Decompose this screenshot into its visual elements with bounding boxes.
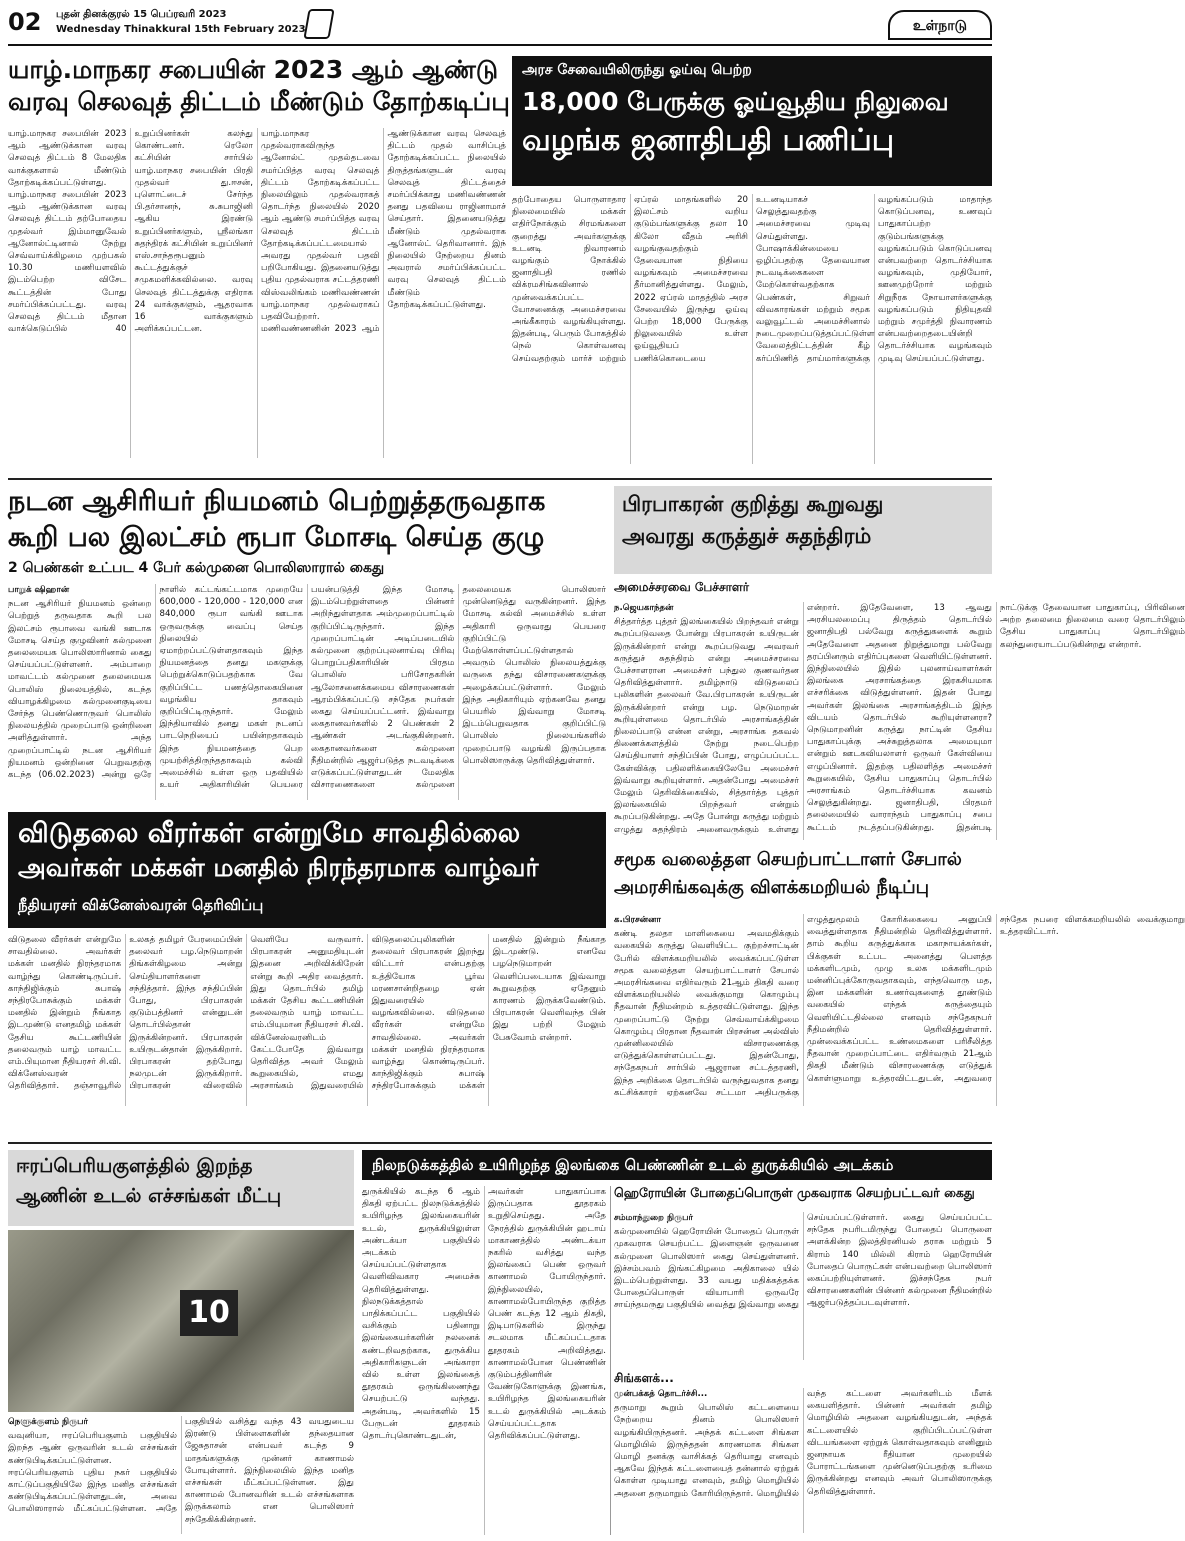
article-dance-teacher-fraud	[8, 486, 606, 806]
article-body	[8, 584, 606, 800]
article-prabhakaran-comment	[614, 486, 1185, 842]
article-remains-found	[8, 1150, 354, 1535]
byline: க.பிரசன்னா	[614, 915, 661, 925]
continued-label: முன்பக்கத் தொடர்ச்சி...	[614, 1389, 708, 1399]
photo-badge-number: 10	[188, 1295, 230, 1330]
article-liberation-heroes	[8, 812, 606, 1108]
news-photo	[8, 1230, 354, 1412]
headline-line-2: அவரது கருத்துச் சுதந்திரம்	[622, 524, 872, 548]
article-text: தருமாறு கூறும் பொலிஸ் கட்டளையை நேற்றைய தினம் பொலிஸார் வழங்கியிருந்தனர். அந்தக் கட்டளை சிங்கள மொழியில் இருந்ததன் காரணமாக சிங்கள மொழி தனக்கு வாசிக்கத் தெரியாது எனவும் ஆகவே இந்தக் கட்டளையைத் தன்னால் ஏற்றுக் கொள்ள முடியாது எனவும், தமிழ் மொழியில் அதனை தருமாறும் கோரியிருந்தார். மொழியில் வந்த கட்டளை அவர்களிடம் மீளக் கையளித்தார். பின்னர் அவர்கள் தமிழ் மொழியில் அதனை வழங்கியதுடன், அந்தக் கட்டளையில் குறிப்பிடப்பட்டுள்ள விடயங்களை ஏற்றுக் கொள்வதாகவும் எனினும் ஜனநாயக ரீதியான முறையில் போராட்டங்களை முன்னெடுப்பதற்கு உரிமை இருக்கின்றது எனவும் அவர் பொலிஸாருக்கு தெரிவித்துள்ளார்.	[614, 1389, 992, 1499]
article-sepala-remand	[614, 849, 1185, 1108]
section-label: உள்நாடு	[912, 18, 968, 34]
headline-line-1: நடன ஆசிரியர் நியமனம் பெற்றுத்தருவதாக	[8, 486, 546, 517]
column-divider	[610, 1186, 611, 1535]
article-heroin-arrest	[614, 1186, 992, 1366]
article-jaffna-budget	[8, 55, 510, 471]
article-body	[614, 1388, 992, 1533]
article-text: கல்முனையில் ஹெரோயின் போதைப் பொருள் முகவராக செயற்பட்ட இளைஞன் ஒருவனை கல்முனை பொலிஸார் கைது செய்துள்ளனர். இச்சம்பவம் இங்கட்கிழமை அதிகாலை யில் இடம்பெற்றுள்ளது. 33 வயது மதிக்கத்தக்க போதைப்பொருள் வியாபாரி ஒருவரே சாய்ந்தமருது பகுதியில் வைத்து இவ்வாறு கைது செய்யப்பட்டுள்ளார். கைது செய்யப்பட்ட சந்தேக நபரிடமிருந்து போதைப் பொருளை அளக்கின்ற இலத்திரனியல் தராசு மற்றும் 5 கிராம் 140 மில்லி கிராம் ஹெரோயின் போதைப் பொருட்கள் என்பவற்றை பொலிஸார் கைப்பற்றியுள்ளனர். இச்சந்தேக நபர் விசாரணைகளின் பின்னர் கல்முனை நீதிமன்றில் ஆஜர்படுத்தப்படவுள்ளார்.	[614, 1213, 992, 1311]
headline-line-1: 18,000 பேருக்கு ஓய்வூதிய நிலுவை	[522, 87, 949, 116]
byline: சம்மாந்துறை நிருபர்	[614, 1213, 693, 1223]
article-text: சித்தார்த்த புத்தர் இலங்கையில் பிறந்தவர் என்று கூறப்படுவதை போன்று பிரபாகரன் உயிருடன் இருக்கின்றார் என்று கூறப்படுவது அவரவர் கருத்துச் சுதந்திரம் என்று அமைச்சரவை பேச்சாளரான அமைச்சர் பந்துல குணவர்தன தெரிவித்துள்ளார். தமிழ்நாடு விடுதலைப் புலிகளின் தலைவர் வே.பிரபாகரன் உயிருடன் இருக்கின்றார் என்று பழ. நெடுமாறன் கூறியுள்ளமை தொடர்பில் அரசாங்கத்தின் நிலைப்பாடு என்ன என்று, அரசாங்க தகவல் திணைக்களத்தில் நேற்று நடைபெற்ற செய்தியாளர் சந்திப்பின் போது, எழுப்பப்பட்ட கேள்விக்கு பதிலளிக்கையிலேயே அமைச்சர் இவ்வாறு கூறியுள்ளார். அதன்போது அமைச்சர் மேலும் தெரிவிக்கையில், சித்தார்த்த புத்தர் இலங்கையில் பிறந்தவர் என்றும் கூறப்படுகின்றது. அதே போன்று கருத்து மற்றும் எழுத்து சுதந்திரம் அனைவருக்கும் உள்ளது என்றார். இதேவேளை, 13 ஆவது அரசியலமைப்பு திருத்தம் தொடர்பில் ஜனாதிபதி பல்வேறு கருத்துகளைக் கூறும் அதேவேளை அதனை நிறுத்துமாறு பல்வேறு தரப்பினரும் எதிர்ப்புகளை வெளியிட்டுள்ளனர். இந்நிலையில் இதில் புலனாய்வாளர்கள் இலங்கை அரசாங்கத்தை இரகசியமாக எச்சரிக்கை விடுத்துள்ளனர். இதன் போது அவர்கள் இலங்கை அரசாங்கத்திடம் இந்த விடயம் தொடர்பில் கூறியுள்ளனரா? நெடுமாறனின் கருத்து நாட்டின் தேசிய பாதுகாப்புக்கு அச்சுறுத்தலாக அமையுமா என்றும் ஊடகவியலாளர் ஒருவர் கேள்வியை எழுப்பினார். இதற்கு பதிலளித்த அமைச்சர் கூறுகையில், தேசிய பாதுகாப்பு தொடர்பில் அரசாங்கம் தொடர்ச்சியாக கவனம் செலுத்துகின்றது. ஜனாதிபதி, பிரதமர் தலைமையில் வாராந்தம் பாதுகாப்பு சபை கூட்டம் நடத்தப்படுகின்றது. இதன்படி நாட்டுக்கு தேவையான பாதுகாப்பு, பிரிவினை அற்ற தலைமை நிலைமை வரை தொடர்பிலும் தேசிய பாதுகாப்பு தொடர்பிலும் கலந்துரையாடப்படுகின்றது என்றார்.	[614, 603, 1185, 835]
article-turkey-burial	[362, 1150, 992, 1180]
article-body	[8, 1416, 354, 1534]
subheadline: 2 பெண்கள் உட்பட 4 பேர் கல்முனை பொலிஸாரால் கைது	[8, 560, 385, 576]
divider	[8, 1142, 992, 1144]
headline-box	[512, 56, 992, 186]
article-body	[614, 1212, 992, 1360]
photo-badge	[180, 1290, 238, 1336]
article-body	[614, 602, 1185, 840]
headline: நிலநடுக்கத்தில் உயிரிழந்த இலங்கை பெண்ணின் உடல் துருக்கியில் அடக்கம்	[372, 1156, 894, 1174]
headline-line-2: ஆணின் உடல் எச்சங்கள் மீட்பு	[16, 1185, 282, 1207]
article-sinhala-continued	[614, 1372, 992, 1535]
article-text: வவுனியா, ஈரப்பெரியகுளம் பகுதியில் இறந்த ஆண் ஒருவரின் உடல் எச்சங்கள் கண்டுபிடிக்கப்பட்டுள்ளன. ஈரப்பெரியகுளம் புதிய நகர் பகுதியில் காட்டுப்பகுதியிலே இந்த மனித எச்சங்கள் கண்டுபிடிக்கப்பட்டுள்ளதுடன், அவை பொலிஸாரால் மீட்கப்பட்டுள்ளன. அதே பகுதியில் வசித்து வந்த 43 வயதுடைய இரண்டு பிள்ளைகளின் தந்தையான ஜேசுதாசன் என்பவர் கடந்த 9 மாதங்களுக்கு முன்னர் காணாமல் போயுள்ளார். இந்நிலையில் இந்த மனித எச்சங்கள் மீட்கப்பட்டுள்ளன. இது காணாமல் போனவரின் உடல் எச்சங்களாக இருக்கலாம் என பொலிஸார் சந்தேகிக்கின்றனர்.	[8, 1417, 354, 1525]
headline-box	[8, 1150, 354, 1226]
article-body	[614, 914, 1185, 1106]
headline-line-2: கூறி பல இலட்சம் ரூபா மோசடி செய்த குழு	[8, 522, 545, 553]
subheadline: நீதியரசர் விக்னேஸ்வரன் தெரிவிப்பு	[18, 896, 264, 914]
article-body: தற்போதைய பொருளாதார நிலைமையில் மக்கள் எதிர்நோக்கும் சிரமங்களை குறைத்து அவர்களுக்கு உடனடி நிவாரணம் வழங்கும் நோக்கில் ஜனாதிபதி ரணில் விக்ரமசிங்கவினால் முன்வைக்கப்பட்ட யோசனைக்கு அமைச்சரவை அங்கீகாரம் வழங்கியுள்ளது. இதன்படி, பெரும் போகத்தில் நெல் கொள்வனவு செய்வதற்கும் மார்ச் மற்றும் ஏப்ரல் மாதங்களில் 20 இலட்சம் வறிய குடும்பங்களுக்கு தலா 10 கிலோ வீதம் அரிசி வழங்குவதற்கும் தேவையான நிதியை வழங்கவும் அமைச்சரவை தீர்மானித்துள்ளது. மேலும், 2022 ஏப்ரல் மாதத்தில் அரச சேவையில் இருந்து ஓய்வு பெற்ற 18,000 பேருக்கு நிலுவையில் உள்ள ஓய்வூதியப் பணிக்கொடையை உடனடியாகச் செலுத்துவதற்கு அமைச்சரவை முடிவு செய்துள்ளது. போஷாக்கின்மையை ஒழிப்பதற்கு தேவையான நடவடிக்கைகளை மேற்கொள்வதற்காக பெண்கள், சிறுவர் விவகாரங்கள் மற்றும் சமூக வலுவூட்டல் அமைச்சினால் நடைமுறைப்படுத்தப்பட்டுள்ள வேலைத்திட்டத்தின் கீழ் கர்ப்பிணித் தாய்மார்களுக்கு வழங்கப்படும் மாதாந்த கொடுப்பனவு, உணவுப் பாதுகாப்பற்ற குடும்பங்களுக்கு வழங்கப்படும் கொடுப்பனவு என்பவற்றை தொடர்ச்சியாக வழங்கவும், முதியோர், ஊனமுற்றோர் மற்றும் சிறுநீரக நோயாளர்களுக்கு வழங்கப்படும் நிதியுதவி மற்றும் சமுர்த்தி நிவாரணம் என்பவற்றைதடையின்றி தொடர்ச்சியாக வழங்கவும் முடிவு செய்யப்பட்டுள்ளது.	[512, 195, 992, 364]
headline-line-2: வழங்க ஜனாதிபதி பணிப்பு	[522, 123, 895, 158]
headline-box	[8, 812, 606, 928]
tamil-date: புதன் தினக்குரல் 15 பெப்ரவரி 2023	[56, 9, 227, 20]
article-body: விடுதலை வீரர்கள் என்றுமே சாவதில்லை. அவர்கள் மக்கள் மனதில் நிரந்தரமாக வாழ்ந்து கொண்டிருப்பர். காந்திஜிக்கும் சுபாஷ் சந்திரபோசுக்கும் மக்கள் மனதில் இன்றும் நீங்காத இடமுண்டு எனதமிழ் மக்கள் தேசிய கூட்டணியின் தலைவரும் யாழ் மாவட்ட எம்.பியுமான நீதியரசர் சி.வி. விக்னேஸ்வரன் தெரிவித்தார். தஞ்சாவூரில் உலகத் தமிழர் பேரமைப்பின் தலைவர் பழ.நெடுமாறன் திங்கள்கிழமை அன்று செய்தியாளர்களை சந்தித்தார். இந்த சந்திப்பின் போது, பிரபாகரன் குடும்பத்தினர் என்னுடன் தொடர்பில்தான் இருக்கின்றனர். பிரபாகரன் உயிருடன்தான் இருக்கிறார். பிரபாகரன் தற்போது நலமுடன் இருக்கிறார். பிரபாகரன் விரைவில் வெளியே வருவார். பிரபாகரன் அனுமதியுடன் இதனை அறிவிக்கிறேன் என்று கூறி அதிர வைத்தார். இது தொடர்பில் தமிழ் மக்கள் தேசிய கூட்டணியின் தலைவரும் யாழ் மாவட்ட எம்.பியுமான நீதியரசர் சி.வி. விக்னேஸ்வரனிடம் கேட்டபோதே இவ்வாறு தெரிவித்த அவர் மேலும் கூறுகையில், எமது அரசாங்கம் இதுவரையில் விடுதலைப்புலிகளின் தலைவர் பிரபாகரன் இறந்து விட்டார் என்பதற்கு உத்தியோக பூர்வ மரணசான்றிதழை ஏன் இதுவரையில் வழங்கவில்லை. விடுதலை வீரர்கள் என்றுமே சாவதில்லை. அவர்கள் மக்கள் மனதில் நிரந்தரமாக வாழ்ந்து கொண்டிருப்பர். காந்திஜிக்கும் சுபாஷ் சந்திரபோசுக்கும் மக்கள் மனதில் இன்றும் நீங்காத இடமுண்டு. எனவே பழநெடுமாறன் வெளிப்படையாக இவ்வாறு கூறுவதற்கு ஏதேனும் காரணம் இருக்கவேண்டும். பிரபாகரன் வெளிவந்த பின் இது பற்றி மேலும் பேசுவோம் என்றார்.	[8, 935, 606, 1092]
article-body-turkey: துருக்கியில் கடந்த 6 ஆம் திகதி ஏற்பட்ட நிலநடுக்கத்தில் உயிரிழந்த இலங்கையரின் உடல், துருக்கியிலுள்ள அண்டக்யா பகுதியில் அடக்கம் செய்யப்பட்டுள்ளதாக வெளிவிவகார அமைச்சு தெரிவித்துள்ளது. நிலநடுக்கத்தால் பாதிக்கப்பட்ட பகுதியில் வசிக்கும் பதினாறு இலங்கையர்களின் நலனைக் கண்டறிவதற்காக, துருக்கிய அதிகாரிகளுடன் அங்காரா வில் உள்ள இலங்கைத் தூதரகம் ஒருங்கிணைந்து செயற்பட்டு வந்தது. அதன்படி, அவர்களில் 15 பேருடன் தூதரகம் தொடர்புகொண்டதுடன், அவர்கள் பாதுகாப்பாக இருப்பதாக தூதரகம் உறுதிசெய்தது. அதே நேரத்தில் துருக்கியின் ஹடாய் மாகாணத்தில் அண்டக்யா நகரில் வசித்து வந்த இலங்கைப் பெண் ஒருவர் காணாமல் போயிருந்தார். இந்நிலையில், காணாமல்போயிருந்த குறித்த பெண் கடந்த 12 ஆம் திகதி, இடிபாடுகளில் இருந்து சடலமாக மீட்கப்பட்டதாக தூதரகம் அறிவித்தது. காணாமல்போன பெண்ணின் குடும்பத்தினரின் வேண்டுகோளுக்கு இணங்க, உயிரிழந்த இலங்கையரின் உடல் துருக்கியில் அடக்கம் செய்யப்பட்டதாக தெரிவிக்கப்பட்டுள்ளது.	[362, 1187, 606, 1442]
kicker: அரச சேவையிலிருந்து ஓய்வு பெற்ற	[522, 62, 752, 78]
byline: பாறுக் ஷிஹான்	[8, 585, 70, 595]
article-text: கண்டி தலதா மாளிகையை அவமதிக்கும் வகையில் கருத்து வெளியிட்ட குற்றச்சாட்டின் பேரில் விளக்கமறியலில் வைக்கப்பட்டுள்ள சமூக வலைத்தள செயற்பாட்டாளர் சேபால் அமரசிங்கவை எதிர்வரும் 21ஆம் திகதி வரை விளக்கமறியலில் வைக்குமாறு கொழும்பு நீதவான் நீதிமன்றம் உத்தரவிட்டுள்ளது. இந்த முறைப்பாட்டு நேற்று செவ்வாய்க்கிழமை கொழும்பு பிரதான நீதவான் பிரசன்ன அல்விஸ் முன்னிலையில் விசாரணைக்கு எடுத்துக்கொள்ளப்பட்டது. இதன்போது, சந்தேகநபர் சார்பில் ஆஜரான சட்டத்தரணி, இந்த அறிக்கை தொடர்பில் வருந்துவதாக தனது கட்சிக்காரர் ஏற்கனவே சட்டமா அதிபருக்கு எழுத்துமூலம் கோரிக்கையை அனுப்பி வைத்துள்ளதாக நீதிமன்றில் தெரிவித்துள்ளார். தாம் கூறிய கருத்துக்காக மகாநாயக்கர்கள், பிக்குகள் உட்பட அனைத்து பௌத்த மக்களிடமும், முழு உலக மக்களிடமும் மன்னிப்புக்கோருவதாகவும், எந்தவொரு மத, இன மக்களின் உணர்வுகளைத் தூண்டும் வகையில் எந்தக் கருத்தையும் வெளியிட்டதில்லை எனவும் சந்தேகநபர் நீதிமன்றில் தெரிவித்துள்ளார். முன்வைக்கப்பட்ட உண்மைகளை பரிசீலித்த நீதவான் முறைப்பாட்டை எதிர்வரும் 21ஆம் திகதி மீண்டும் விசாரணைக்கு எடுத்துக் கொள்ளுமாறு உத்தரவிட்டதுடன், அதுவரை சந்தேக நபரை விளக்கமறியலில் வைக்குமாறு உத்தரவிட்டார்.	[614, 915, 1185, 1098]
english-date: Wednesday Thinakkural 15th February 2023	[56, 24, 306, 35]
byline: ந.ஜெயகாந்தன்	[614, 603, 674, 613]
headline-line-1: யாழ்.மாநகர சபையின் 2023 ஆம் ஆண்டு	[8, 55, 499, 84]
headline-line-2: வரவு செலவுத் திட்டம் மீண்டும் தோற்கடிப்பு	[8, 87, 510, 116]
headline-line-2: அமரசிங்கவுக்கு விளக்கமறியல் நீடிப்பு	[614, 877, 930, 898]
headline-line-1: விடுதலை வீரர்கள் என்றுமே சாவதில்லை	[18, 818, 521, 849]
article-text: நடன ஆசிரியர் நியமனம் ஒன்றை பெற்றுத் தருவதாக கூறி பல இலட்சம் ரூபாவை வங்கி ஊடாக மோசடி செய்த குழுவினர் கல்முனை தலைமையக பொலிஸாரினால் கைது செய்யப்பட்டுள்ளனர். அம்பாறை மாவட்டம் கல்முனை தலைமையக பொலிஸ் நிலையத்தில், கடந்த வியாழக்கிழமை கல்முனைகுடியை சேர்ந்த பெண்ணொருவர் பொலிஸ் நிலையத்தில் முறைப்பாடு ஒன்றினை அளித்துள்ளார். அந்த முறைப்பாட்டில் நடன ஆசிரியர் நியமனம் ஒன்றினை பெறுவதற்கு கடந்த (06.02.2023) அன்று ஒரே நாளில் கட்டங்கட்டமாக முறையே 600,000 - 120,000 - 120,000 என 840,000 ரூபா வங்கி ஊடாக ஒருவருக்கு வைப்பு செய்த நிலையில் ஏமாற்றப்பட்டுள்ளதாகவும் இந்த நியமனத்தை தனது மகளுக்கு பெற்றுக்கொடுப்பதற்காக வே குறிப்பிட்ட பணத்தொகையினை வழங்கிய தாகவும் குறிப்பிட்டிருந்தார். மேலும் இந்தியாவில் தனது மகள் நடனப் பாடநெறியைப் பயின்றதாகவும் இந்த நியமனத்தை பெற முயற்சித்திருந்ததாகவும் கல்வி அமைச்சில் உள்ள ஒரு பதவியில் உயர் அதிகாரியின் பெயரை பயன்படுத்தி இந்த மோசடி இடம்பெற்றுள்ளதை பின்னர் அறிந்துள்ளதாக அம்முறைப்பாட்டில் குறிப்பிட்டிருந்தார். இந்த முறைப்பாட்டின் அடிப்படையில் கல்முனை குற்றப்புலனாய்வு பிரிவு பொறுப்பதிகாரியின் பிரதம பொலிஸ் பரிசோதகரின் ஆலோசனைக்கமைய விசாரணைகள் ஆரம்பிக்கப்பட்டு சந்தேக நபர்கள் கைது செய்யப்பட்டனர். இவ்வாறு கைதானவர்களில் 2 பெண்கள் 2 ஆண்கள் அடங்குகின்றனர். கைதானவர்களை கல்முனை நீதிமன்றில் ஆஜர்படுத்த நடவடிக்கை எடுக்கப்பட்டுள்ளதுடன் மேலதிக விசாரணைகளை கல்முனை தலைமையக பொலிஸார் முன்னெடுத்து வருகின்றனர். இந்த மோசடி கல்வி அமைச்சில் உள்ள அதிகாரி ஒருவரது பெயரை குறிப்பிட்டு மேற்கொள்ளப்பட்டுள்ளதால் அவரும் பொலிஸ் நிலையத்துக்கு வருகை தந்து விசாரணைகளுக்கு அழைக்கப்பட்டுள்ளார். மேலும் இந்த அதிகாரியும் ஏற்கனவே தனது பெயரில் இவ்வாறு மோசடி இடம்பெறுவதாக குறிப்பிட்டு பொலிஸ் நிலையங்களில் முறைப்பாடு வழங்கி இருப்பதாக பொலிஸாருக்கு தெரிவித்துள்ளார்.	[8, 585, 606, 791]
article-body: யாழ்.மாநகர சபையின் 2023 ஆம் ஆண்டுக்கான வரவு செலவுத் திட்டம் 8 மேலதிக வாக்குகளால் மீண்டும் தோற்கடிக்கப்பட்டுள்ளது. யாழ்.மாநகர சபையின் 2023 ஆம் ஆண்டுக்கான வரவு செலவுத் திட்டம் தற்போதைய முதல்வர் இம்மானுவேல் ஆனோல்ட்டினால் நேற்று செவ்வாய்க்கிழமை முற்பகல் 10.30 மணியளவில் இடம்பெற்ற விசேட கூட்டத்தின் போது சமர்ப்பிக்கப்பட்டது. வரவு செலவுத் திட்டம் மீதான வாக்கெடுப்பில் 40 உறுப்பினர்கள் கலந்து கொண்டனர். ரெலோ கட்சியின் சார்பில் யாழ்.மாநகர சபையின் பிரதி முதல்வர் து.ஈசன், புளொட்டைச் சேர்ந்த பி.தர்சானந், சு.சுபாஜினி ஆகிய இரண்டு உறுப்பினர்களும், ஸ்ரீலங்கா சுதந்திரக் கட்சியின் உறுப்பினர் எஸ்.சாந்தரூபனும் கூட்டத்துக்குச் சமுகமளிக்கவில்லை. வரவு செலவுத் திட்டத்துக்கு எதிராக 24 வாக்குகளும், ஆதரவாக 16 வாக்குகளும் அளிக்கப்பட்டன. யாழ்.மாநகர முதல்வராகவிருந்த ஆனோல்ட் முதல்தடவை சமர்ப்பித்த வரவு செலவுத் திட்டம் தோற்கடிக்கப்பட்ட நிலையிலும் முதல்வராகத் தொடர்ந்த நிலையில் 2020 ஆம் ஆண்டு சமர்ப்பித்த வரவு செலவுத் திட்டம் தோற்கடிக்கப்பட்டமையால் அவரது முதல்வர் பதவி பறிபோகியது. இதனையடுத்து புதிய முதல்வராக சட்டத்தரணி விஸ்வலிங்கம் மணிவண்ணன் யாழ்.மாநகர முதல்வராகப் பதவியேற்றார். மணிவண்ணனின் 2023 ஆம் ஆண்டுக்கான வரவு செலவுத் திட்டம் முதல் வாசிப்புத் தோற்கடிக்கப்பட்ட நிலையில் திருத்தங்களுடன் வரவு செலவுத் திட்டத்தைச் சமர்ப்பிக்காது மணிவண்ணன் தனது பதவியை ராஜினாமாச் செய்தார். இதனையடுத்து மீண்டும் முதல்வராக ஆனோல்ட் தெரிவானார். இந் நிலையில் நேற்றைய தினம் அவரால் சமர்ப்பிக்கப்பட்ட வரவு செலவுத் திட்டம் மீண்டும் தோற்கடிக்கப்பட்டுள்ளது.	[8, 129, 506, 335]
headline-box	[614, 486, 992, 574]
headline-line-1: சமூக வலைத்தள செயற்பாட்டாளர் சேபால்	[614, 849, 962, 870]
headline: ஹெரோயின் போதைப்பொருள் முகவராக செயற்பட்டவர் கைது	[614, 1185, 975, 1200]
logo-icon	[303, 9, 334, 39]
page-number: 02	[8, 8, 42, 36]
headline-line-2: அவர்கள் மக்கள் மனதில் நிரந்தரமாக வாழ்வர்	[18, 853, 539, 882]
headline: சிங்களக்...	[614, 1371, 674, 1385]
headline-line-1: ஈரப்பெரியகுளத்தில் இறந்த	[16, 1155, 253, 1177]
divider	[8, 478, 992, 480]
subheadline: அமைச்சரவை பேச்சாளர்	[614, 580, 749, 594]
section-tab	[888, 10, 992, 40]
page-header	[8, 6, 992, 46]
byline: நெளுக்குளம் நிருபர்	[8, 1417, 88, 1427]
headline-line-1: பிரபாகரன் குறித்து கூறுவது	[622, 492, 884, 516]
article-pension-arrears	[512, 56, 992, 471]
